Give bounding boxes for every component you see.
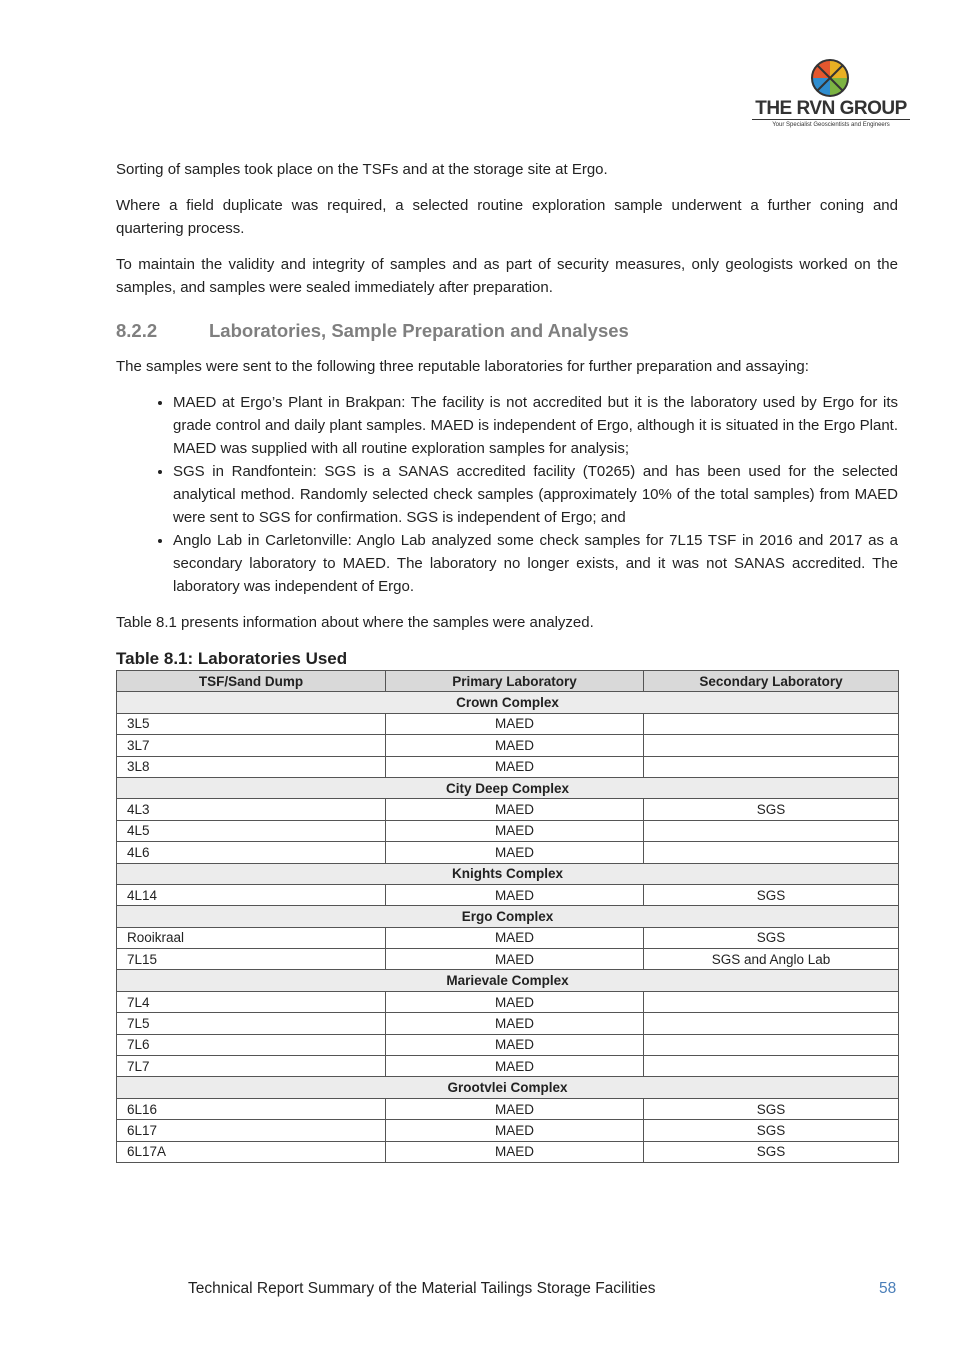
cell-secondary-lab: SGS <box>644 1120 899 1141</box>
cell-secondary-lab <box>644 842 899 863</box>
cell-tsf: 3L7 <box>117 735 386 756</box>
cell-primary-lab: MAED <box>386 756 644 777</box>
list-item: • Anglo Lab in Carletonville: Anglo Lab analyzed some check samples for 7L15 TSF in 2016 and 2017 as a secondary laboratory to MAED. The laboratory no longer exists, and it was not SANAS accredited. The laboratory was independent of Ergo. <box>173 529 898 598</box>
table-row <box>117 842 899 863</box>
cell-tsf: 7L15 <box>117 949 386 970</box>
cell-tsf: 7L4 <box>117 991 386 1012</box>
table-body <box>117 692 899 1163</box>
cell-primary-lab: MAED <box>386 927 644 948</box>
cell-secondary-lab: SGS and Anglo Lab <box>644 949 899 970</box>
paragraph-duplicate: Where a field duplicate was required, a selected routine exploration sample underwent a further coning and quartering process. <box>116 197 898 237</box>
cell-tsf: 7L5 <box>117 1013 386 1034</box>
group-name: Ergo Complex <box>117 906 899 927</box>
section-heading <box>116 319 898 342</box>
paragraph-integrity: To maintain the validity and integrity of samples and as part of security measures, only geologists worked on the samples, and samples were sealed immediately after preparation. <box>116 256 898 296</box>
cell-tsf: Rooikraal <box>117 927 386 948</box>
cell-primary-lab: MAED <box>386 1141 644 1162</box>
cell-tsf: 6L16 <box>117 1098 386 1119</box>
table-reference: Table 8.1 presents information about where the samples were analyzed. <box>116 614 594 631</box>
company-logo <box>752 58 912 134</box>
group-name: Crown Complex <box>117 692 899 713</box>
cell-tsf: 4L14 <box>117 884 386 905</box>
cell-primary-lab: MAED <box>386 1098 644 1119</box>
column-header: Secondary Laboratory <box>644 671 899 692</box>
logo-circle-icon <box>810 58 850 98</box>
table-header-row <box>117 671 899 692</box>
cell-secondary-lab: SGS <box>644 884 899 905</box>
cell-secondary-lab <box>644 1034 899 1055</box>
cell-secondary-lab <box>644 1013 899 1034</box>
table-row <box>117 1120 899 1141</box>
cell-tsf: 7L7 <box>117 1056 386 1077</box>
cell-secondary-lab <box>644 820 899 841</box>
column-header: TSF/Sand Dump <box>117 671 386 692</box>
cell-secondary-lab: SGS <box>644 1098 899 1119</box>
table-row <box>117 1013 899 1034</box>
table-row <box>117 1141 899 1162</box>
group-row <box>117 1077 899 1098</box>
cell-primary-lab: MAED <box>386 949 644 970</box>
cell-tsf: 6L17A <box>117 1141 386 1162</box>
table-row <box>117 949 899 970</box>
table-row <box>117 884 899 905</box>
cell-primary-lab: MAED <box>386 820 644 841</box>
group-name: Knights Complex <box>117 863 899 884</box>
cell-tsf: 4L6 <box>117 842 386 863</box>
cell-primary-lab: MAED <box>386 884 644 905</box>
cell-secondary-lab: SGS <box>644 1141 899 1162</box>
cell-primary-lab: MAED <box>386 1013 644 1034</box>
cell-primary-lab: MAED <box>386 799 644 820</box>
paragraph-sorting: Sorting of samples took place on the TSFs and at the storage site at Ergo. <box>116 161 608 178</box>
logo-title: THE RVN GROUP <box>752 98 910 120</box>
cell-primary-lab: MAED <box>386 735 644 756</box>
group-row <box>117 777 899 798</box>
cell-primary-lab: MAED <box>386 842 644 863</box>
cell-tsf: 7L6 <box>117 1034 386 1055</box>
cell-secondary-lab: SGS <box>644 927 899 948</box>
table-row <box>117 735 899 756</box>
cell-primary-lab: MAED <box>386 1120 644 1141</box>
group-name: Marievale Complex <box>117 970 899 991</box>
section-title: Laboratories, Sample Preparation and Analyses <box>209 320 629 341</box>
list-item: • SGS in Randfontein: SGS is a SANAS accredited facility (T0265) and has been used for the selected analytical method. Randomly selected check samples (approximately 10% of the total samples) from MAED were sent to SGS for confirmation. SGS is independent of Ergo; and <box>173 460 898 529</box>
cell-secondary-lab <box>644 756 899 777</box>
column-header: Primary Laboratory <box>386 671 644 692</box>
cell-tsf: 3L8 <box>117 756 386 777</box>
group-name: City Deep Complex <box>117 777 899 798</box>
footer-text: Technical Report Summary of the Material Tailings Storage Facilities <box>188 1280 656 1297</box>
laboratory-list <box>116 391 898 598</box>
table-row <box>117 820 899 841</box>
section-number: 8.2.2 <box>116 320 158 341</box>
cell-secondary-lab <box>644 991 899 1012</box>
table-caption: Table 8.1: Laboratories Used <box>116 649 348 668</box>
group-row <box>117 863 899 884</box>
group-row <box>117 692 899 713</box>
cell-tsf: 4L5 <box>117 820 386 841</box>
cell-tsf: 4L3 <box>117 799 386 820</box>
group-row <box>117 970 899 991</box>
cell-secondary-lab: SGS <box>644 799 899 820</box>
section-intro: The samples were sent to the following three reputable laboratories for further preparation and assaying: <box>116 358 809 375</box>
group-row <box>117 906 899 927</box>
table-row <box>117 756 899 777</box>
cell-primary-lab: MAED <box>386 1034 644 1055</box>
list-item: • MAED at Ergo’s Plant in Brakpan: The facility is not accredited but it is the laboratory used by Ergo for its grade control and daily plant samples. MAED is independent of Ergo, although it is situated in the Ergo Plant. MAED was supplied with all routine exploration samples for analysis; <box>173 391 898 460</box>
table-row <box>117 713 899 734</box>
cell-tsf: 3L5 <box>117 713 386 734</box>
cell-secondary-lab <box>644 735 899 756</box>
cell-primary-lab: MAED <box>386 991 644 1012</box>
group-name: Grootvlei Complex <box>117 1077 899 1098</box>
table-row <box>117 991 899 1012</box>
page-number: 58 <box>879 1280 897 1297</box>
cell-secondary-lab <box>644 713 899 734</box>
cell-secondary-lab <box>644 1056 899 1077</box>
table-row <box>117 927 899 948</box>
table-row <box>117 1098 899 1119</box>
table-row <box>117 799 899 820</box>
table-row <box>117 1056 899 1077</box>
cell-tsf: 6L17 <box>117 1120 386 1141</box>
logo-subtitle: Your Specialist Geoscientists and Engineers <box>772 122 890 128</box>
table-row <box>117 1034 899 1055</box>
cell-primary-lab: MAED <box>386 713 644 734</box>
laboratories-table <box>116 670 899 1163</box>
document-body <box>116 158 898 1163</box>
cell-primary-lab: MAED <box>386 1056 644 1077</box>
